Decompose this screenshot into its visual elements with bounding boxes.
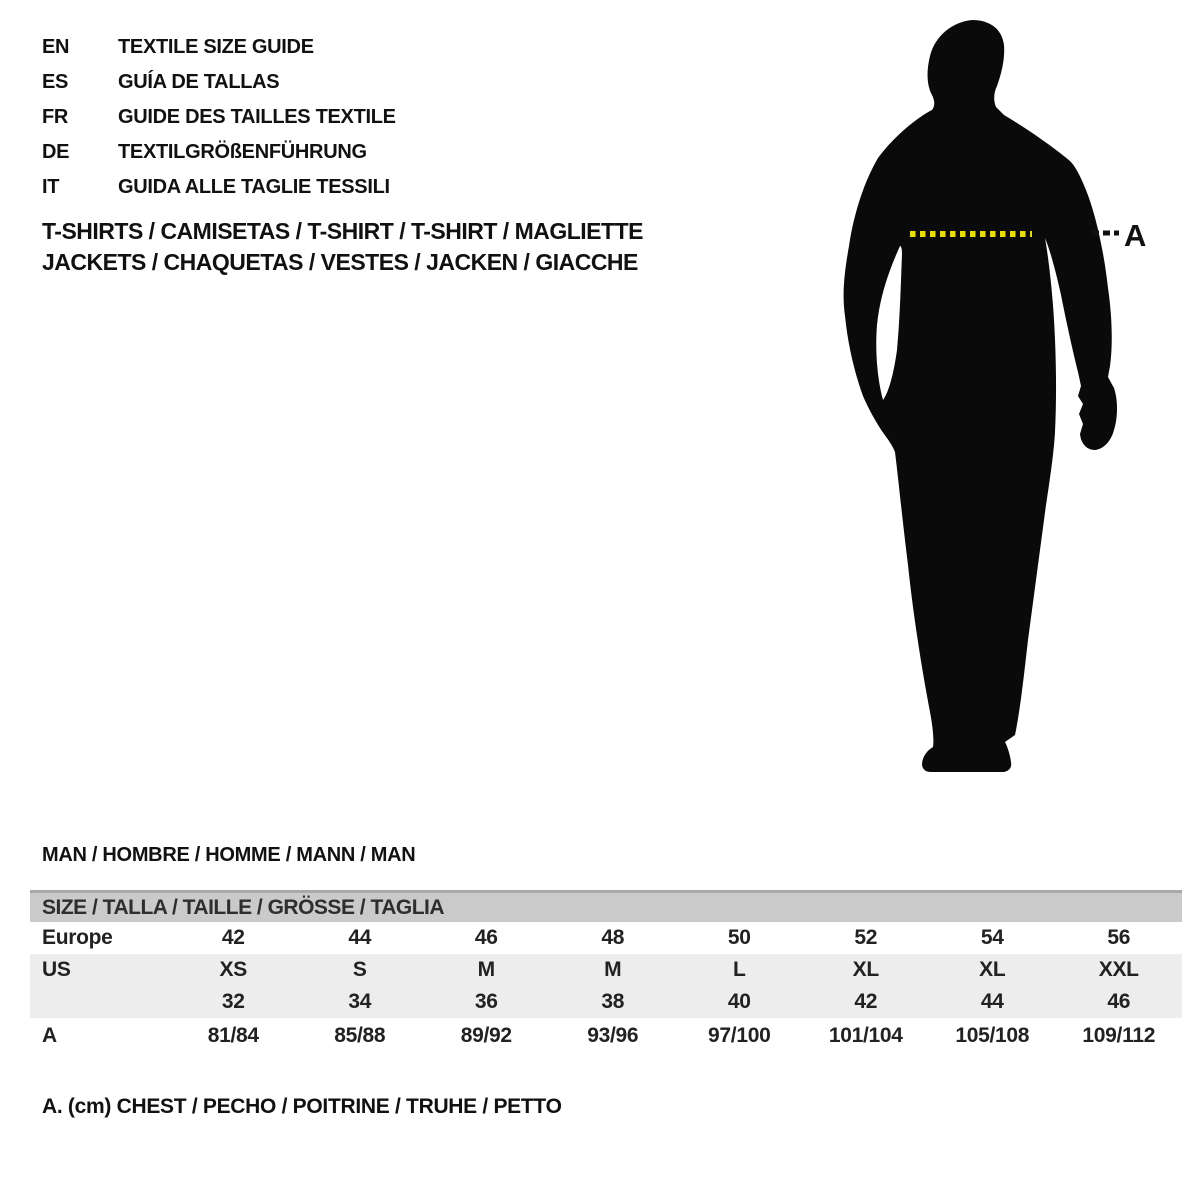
size-value: L: [732, 958, 746, 981]
size-value: 56: [1107, 926, 1131, 949]
language-row-de: [42, 135, 396, 170]
size-value: 32: [221, 990, 245, 1013]
size-value: 44: [348, 926, 372, 949]
size-value: 46: [474, 926, 498, 949]
language-row-en: [42, 30, 396, 65]
size-value: 52: [854, 926, 878, 949]
size-value: 42: [854, 990, 878, 1013]
size-value: 42: [221, 926, 245, 949]
size-value: 54: [980, 926, 1004, 949]
size-value: XL: [852, 958, 879, 981]
measurement-legend: A. (cm) CHEST / PECHO / POITRINE / TRUHE / PETTO: [42, 1095, 562, 1118]
size-value: 48: [601, 926, 625, 949]
size-value: 81/84: [207, 1024, 259, 1047]
size-value: XS: [219, 958, 247, 981]
table-row-numeric: [30, 986, 1182, 1018]
man-silhouette: [844, 20, 1117, 772]
row-label-europe: Europe: [42, 926, 113, 949]
size-value: 97/100: [708, 1024, 771, 1047]
table-row-chest: [30, 1018, 1182, 1054]
language-code: ES: [42, 71, 69, 93]
row-label-us: US: [42, 958, 71, 981]
language-code: DE: [42, 141, 70, 163]
table-row-us: [30, 954, 1182, 986]
size-table: [30, 890, 1182, 1054]
product-categories: [42, 216, 643, 278]
size-value: 46: [1107, 990, 1131, 1013]
category-line-jackets: JACKETS / CHAQUETAS / VESTES / JACKEN / GIACCHE: [42, 249, 638, 275]
size-value: 109/112: [1082, 1024, 1156, 1047]
size-value: 93/96: [587, 1024, 639, 1047]
language-row-fr: [42, 100, 396, 135]
guide-title-fr: GUIDE DES TAILLES TEXTILE: [118, 106, 396, 128]
size-value: 40: [727, 990, 751, 1013]
guide-title-es: GUÍA DE TALLAS: [118, 71, 280, 93]
size-value: 105/108: [955, 1024, 1030, 1047]
language-title-list: [42, 30, 396, 205]
guide-title-en: TEXTILE SIZE GUIDE: [118, 36, 314, 58]
size-value: 38: [601, 990, 625, 1013]
section-heading-man: MAN / HOMBRE / HOMME / MANN / MAN: [42, 844, 416, 866]
row-label-a: A: [42, 1024, 57, 1047]
size-value: 34: [348, 990, 372, 1013]
guide-title-it: GUIDA ALLE TAGLIE TESSILI: [118, 176, 390, 198]
size-value: S: [352, 958, 367, 981]
size-value: 44: [980, 990, 1004, 1013]
size-value: 36: [474, 990, 498, 1013]
language-row-es: [42, 65, 396, 100]
size-value: 101/104: [828, 1024, 903, 1047]
category-line-tshirts: T-SHIRTS / CAMISETAS / T-SHIRT / T-SHIRT / MAGLIETTE: [42, 218, 643, 244]
size-value: 89/92: [460, 1024, 512, 1047]
size-value: M: [477, 958, 495, 981]
size-value: 50: [727, 926, 751, 949]
measure-label-a: A: [1124, 218, 1147, 253]
size-value: M: [604, 958, 622, 981]
language-row-it: [42, 170, 396, 205]
row-label-empty: [30, 986, 170, 1018]
language-code: EN: [42, 36, 70, 58]
size-value: XL: [979, 958, 1006, 981]
table-row-europe: [30, 922, 1182, 954]
size-table-header: SIZE / TALLA / TAILLE / GRÖSSE / TAGLIA: [30, 890, 1182, 922]
size-value: XXL: [1098, 958, 1139, 981]
language-code: IT: [42, 176, 60, 198]
guide-title-de: TEXTILGRÖßENFÜHRUNG: [118, 141, 367, 163]
size-value: 85/88: [334, 1024, 386, 1047]
man-silhouette-figure: [820, 0, 1200, 800]
language-code: FR: [42, 106, 69, 128]
